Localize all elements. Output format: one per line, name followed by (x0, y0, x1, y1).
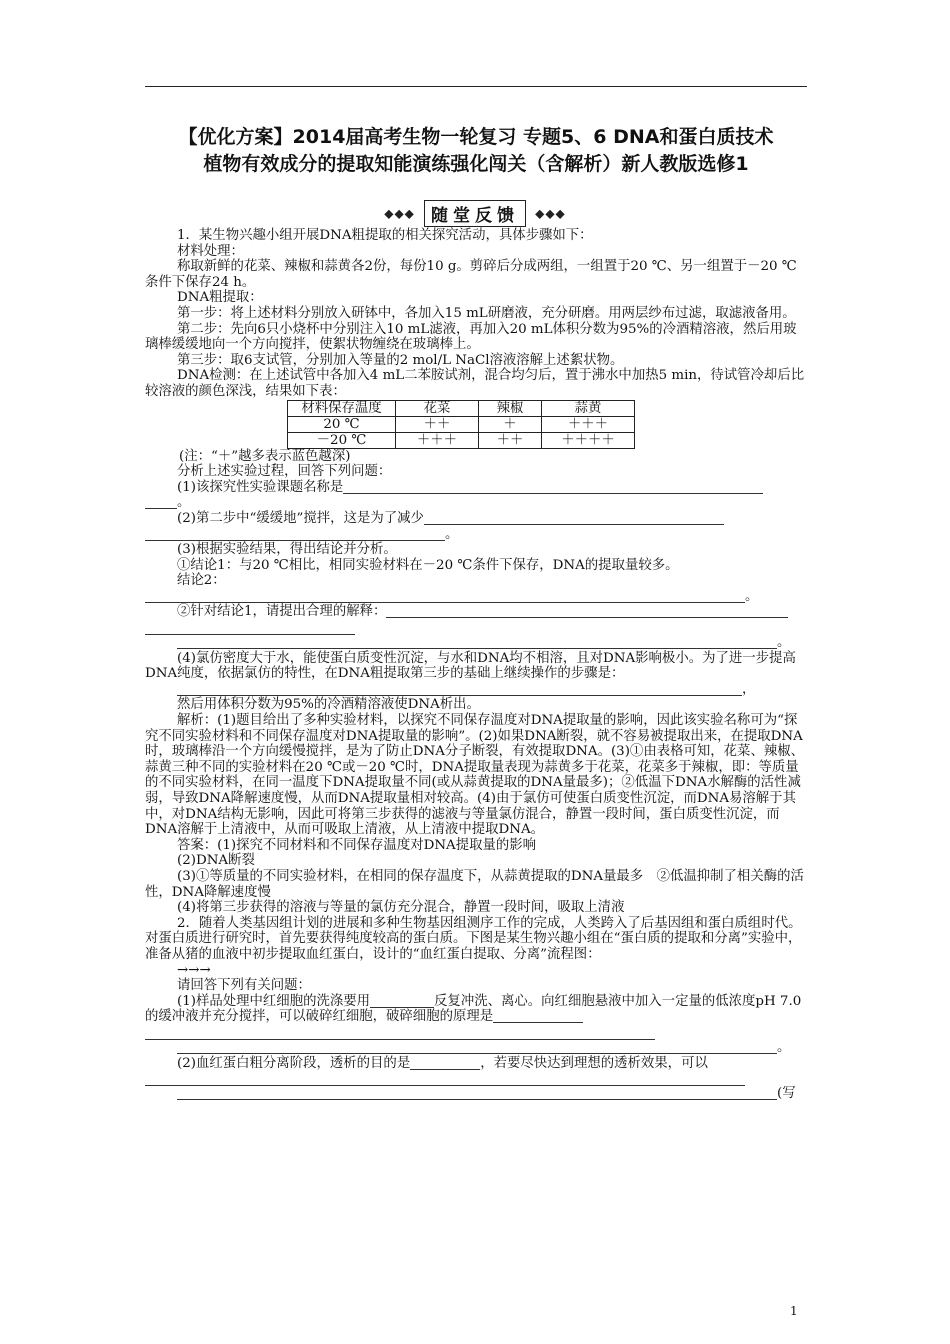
answer-blank[interactable] (145, 495, 177, 509)
step-2: 第二步：先向6只小烧杯中分别注入10 mL滤液，再加入20 mL体积分数为95%的冷酒精溶液，然后用玻璃棒缓缓地向一个方向搅拌，使絮状物缠绕在玻璃棒上。 (145, 321, 797, 353)
answer-4: (4)将第三步获得的溶液与等量的氯仿充分混合，静置一段时间，吸取上清液 (177, 900, 625, 916)
flowchart-arrows-icon: →→→ (177, 962, 211, 978)
step-3: 第三步：取6支试管，分别加入等量的2 mol/L NaCl溶液溶解上述絮状物。 (177, 352, 624, 368)
answer-blank[interactable] (145, 1071, 745, 1086)
q2-question-2 (145, 1056, 807, 1072)
question-4-end: 然后用体积分数为95%的冷酒精溶液使DNA析出。 (177, 697, 480, 713)
answer-blank[interactable] (343, 480, 763, 494)
answer-line: 。 (145, 527, 807, 543)
analysis-prompt: 分析上述实验过程，回答下列问题： (177, 464, 392, 480)
answer-line (145, 1086, 807, 1102)
question-1 (145, 480, 807, 496)
explanation: 解析：(1)题目给出了多种实验材料，以探究不同保存温度对DNA提取量的影响，因此该实验名称可为“探究不同实验材料和不同保存温度对DNA提取量的影响”。(2)如果DNA断裂，就不容易被提取出来，在提取DNA时，玻璃棒沿一个方向缓慢搅拌，是为了防止DNA分子断裂，有效提取DNA。(3)①由表格可知，花菜、辣椒、蒜黄三种不同的实验材料在20 ℃或－20 ℃时，DNA提取量表现为蒜黄多于花菜，花菜多于辣椒，即：等质量的不同实验材料，在同一温度下DNA提取量不同(或从蒜黄提取的DNA量最多)；②低温下DNA水解酶的活性减弱，导致DNA降解速度慢，从而DNA提取量相对较高。(4)由于氯仿可使蛋白质变性沉淀，而DNA易溶解于其中，对DNA结构无影响，因此可将第三步获得的滤液与等量氯仿混合，静置一段时间，蛋白质变性沉淀，而DNA溶解于上清液中，从而可吸取上清液，从上清液中提取DNA。 (145, 713, 805, 838)
answer-2: (2)DNA断裂 (177, 853, 255, 869)
answer-1: 答案：(1)探究不同材料和不同保存温度对DNA提取量的影响 (177, 837, 537, 853)
material-text: 称取新鲜的花菜、辣椒和蒜黄各2份，每份10 g。剪碎后分成两组，一组置于20 ℃、另一组置于－20 ℃条件下保存24 h。 (145, 259, 797, 290)
conclusion-2: 结论2： (177, 573, 226, 589)
question-4: (4)氯仿密度大于水，能使蛋白质变性沉淀，与水和DNA均不相溶，且对DNA影响极小。为了进一步提高DNA纯度，依据氯仿的特性，在DNA粗提取第三步的基础上继续操作的步骤是： (145, 650, 796, 682)
q2-question-2-text: (2)血红蛋白粗分离阶段，透析的目的是 (177, 1055, 411, 1071)
q2-intro: 2．随着人类基因组计划的进展和多种生物基因组测序工作的完成，人类跨入了后基因组和蛋白质组时代。对蛋白质进行研究时，首先要获得纯度较高的蛋白质。下图是某生物兴趣小组在“蛋白质的提取和分离”实验中，准备从猪的血液中初步提取血红蛋白，设计的“血红蛋白提取、分离”流程图： (145, 915, 802, 962)
answer-line: ， (145, 682, 807, 698)
title-line-2: 植物有效成分的提取知能演练强化闯关（含解析）新人教版选修1 (203, 153, 749, 175)
question-2 (145, 511, 807, 527)
table-cell: 20 ℃ (288, 416, 396, 432)
header-rule (145, 86, 807, 87)
table-note: (注：“＋”越多表示蓝色越深) (179, 448, 351, 464)
answer-line: 。 (145, 495, 807, 511)
table-cell: ＋＋＋ (396, 432, 479, 448)
title-line-1: 【优化方案】2014届高考生物一轮复习 专题5、6 DNA和蛋白质技术 (178, 126, 774, 148)
answer-3: (3)①等质量的不同实验材料，在相同的保存温度下，从蒜黄提取的DNA量最多 ②低温抑制了相关酶的活性，DNA降解速度慢 (145, 868, 804, 900)
answer-line: 。 (145, 635, 807, 651)
q2-question-2-text-cont: ，若要尽快达到理想的透析效果，可以 (480, 1055, 708, 1071)
reason-prompt (145, 604, 807, 620)
step-1: 第一步：将上述材料分别放入研钵中，各加入15 mL研磨液，充分研磨。用两层纱布过滤，取滤液备用。 (177, 305, 796, 321)
page-number: 1 (790, 1304, 798, 1318)
answer-blank[interactable] (177, 1040, 777, 1054)
q2-question-1 (145, 994, 807, 1025)
diamond-decor-icon: ◆◆◆ (535, 206, 566, 221)
table-cell: ＋＋＋ (542, 416, 635, 432)
q2-question-1-text-cont: 反复冲洗、离心。向红细胞悬液中加入一定量的低浓度pH 7.0的缓冲液并充分搅拌，可以破碎红细胞，破碎细胞的原理是 (145, 993, 802, 1025)
answer-blank[interactable] (386, 604, 788, 618)
table-cell: ＋＋＋＋ (542, 432, 635, 448)
section-banner (0, 200, 950, 226)
answer-blank[interactable] (177, 635, 777, 649)
table-header-cell: 蒜黄 (542, 400, 635, 416)
question-3: (3)根据实验结果，得出结论并分析。 (177, 542, 397, 558)
table-header-cell: 辣椒 (479, 400, 542, 416)
q2-question-1-text: (1)样品处理中红细胞的洗涤要用 (177, 993, 371, 1009)
reason-text: ②针对结论1，请提出合理的解释： (177, 604, 387, 620)
table-row (288, 416, 635, 432)
answer-blank[interactable] (493, 1009, 583, 1023)
diamond-decor-icon: ◆◆◆ (384, 206, 415, 221)
table-cell: ＋＋ (396, 416, 479, 432)
detect-text: DNA检测：在上述试管中各加入4 mL二苯胺试剂，混合均匀后，置于沸水中加热5 min，待试管冷却后比较溶液的颜色深浅，结果如下表： (145, 368, 805, 399)
q2-ask: 请回答下列有关问题： (177, 978, 311, 994)
table-row (288, 432, 635, 448)
table-cell: ＋＋ (479, 432, 542, 448)
q2-question-2-tail: (写 (777, 1086, 796, 1102)
table-cell: －20 ℃ (288, 432, 396, 448)
conclusion-1: ①结论1：与20 ℃相比，相同实验材料在－20 ℃条件下保存，DNA的提取量较多。 (177, 557, 679, 573)
extract-heading: DNA粗提取： (177, 290, 263, 306)
results-table (287, 400, 635, 449)
banner-title: 随堂反馈 (424, 200, 526, 227)
q1-intro: 1．某生物兴趣小组开展DNA粗提取的相关探究活动，具体步骤如下： (177, 228, 593, 243)
answer-blank[interactable] (177, 1086, 777, 1100)
question-2-text: (2)第二步中“缓缓地”搅拌，这是为了减少 (177, 510, 424, 526)
answer-blank[interactable] (424, 511, 724, 525)
answer-blank[interactable] (145, 1025, 655, 1040)
answer-blank[interactable] (410, 1056, 480, 1070)
table-header-cell: 材料保存温度 (288, 400, 396, 416)
answer-blank[interactable] (177, 682, 742, 696)
table-header-row (288, 400, 635, 416)
table-cell: ＋ (479, 416, 542, 432)
answer-blank[interactable] (145, 589, 745, 603)
document-title (145, 124, 807, 178)
answer-line: 。 (145, 589, 807, 605)
answer-blank[interactable] (145, 620, 355, 635)
table-header-cell: 花菜 (396, 400, 479, 416)
material-heading: 材料处理： (177, 243, 244, 259)
question-1-text: (1)该探究性实验课题名称是 (177, 479, 344, 495)
document-body (145, 228, 807, 1102)
answer-blank[interactable] (370, 994, 434, 1008)
answer-blank[interactable] (145, 527, 445, 541)
answer-line: 。 (145, 1040, 807, 1056)
